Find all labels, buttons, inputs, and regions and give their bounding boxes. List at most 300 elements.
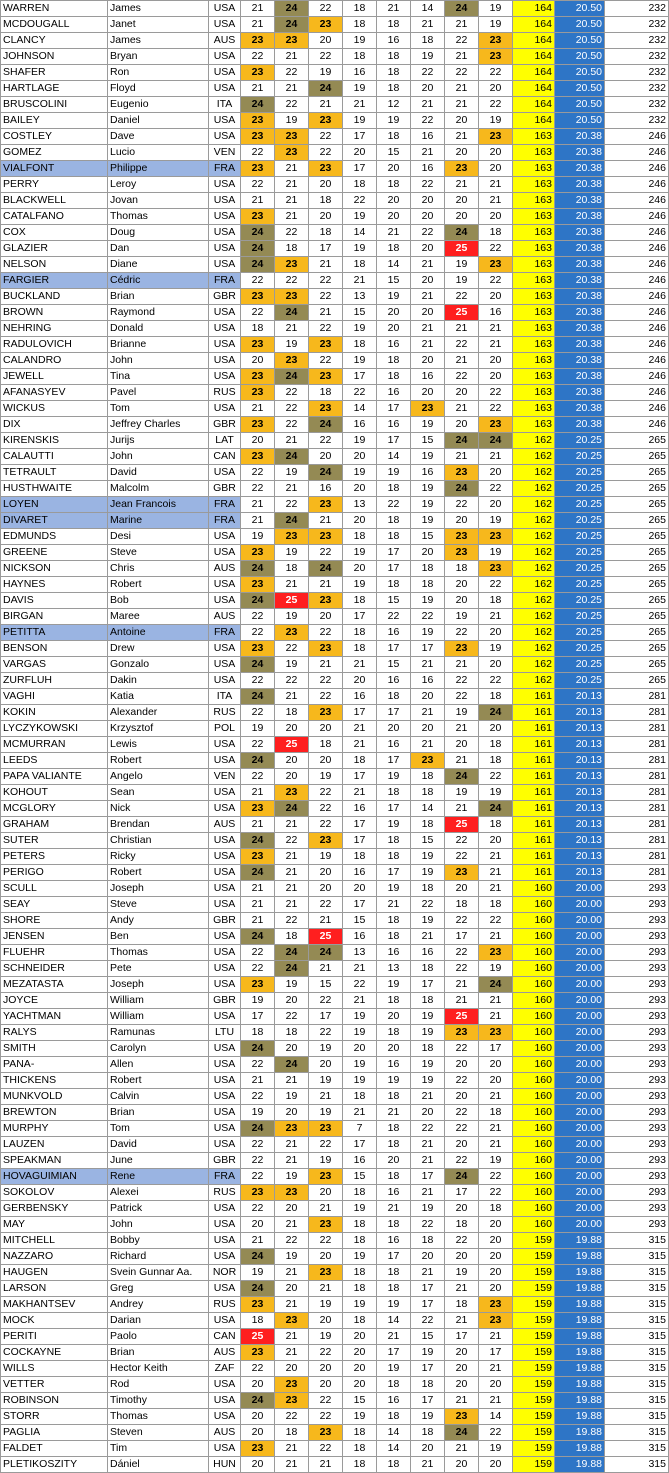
rank-cell: 315 xyxy=(605,1265,669,1281)
total-cell: 162 xyxy=(513,593,555,609)
average-cell: 20.38 xyxy=(555,321,605,337)
total-cell: 159 xyxy=(513,1281,555,1297)
rank-cell: 281 xyxy=(605,721,669,737)
last-name-cell: JENSEN xyxy=(1,929,108,945)
nationality-cell: USA xyxy=(209,81,241,97)
last-name-cell: GREENE xyxy=(1,545,108,561)
score-cell: 12 xyxy=(377,97,411,113)
average-cell: 20.25 xyxy=(555,609,605,625)
last-name-cell: CATALFANO xyxy=(1,209,108,225)
score-cell: 21 xyxy=(343,721,377,737)
table-row xyxy=(1,273,669,289)
nationality-cell: AUS xyxy=(209,1345,241,1361)
table-row xyxy=(1,673,669,689)
total-cell: 164 xyxy=(513,81,555,97)
nationality-cell: ITA xyxy=(209,689,241,705)
score-cell: 18 xyxy=(411,1425,445,1441)
rank-cell: 246 xyxy=(605,321,669,337)
score-cell: 21 xyxy=(275,1137,309,1153)
nationality-cell: VEN xyxy=(209,145,241,161)
score-cell: 22 xyxy=(275,225,309,241)
first-name-cell: Christian xyxy=(108,833,209,849)
table-row xyxy=(1,1425,669,1441)
score-cell: 18 xyxy=(343,625,377,641)
nationality-cell: USA xyxy=(209,897,241,913)
average-cell: 20.38 xyxy=(555,337,605,353)
average-cell: 20.00 xyxy=(555,1153,605,1169)
total-cell: 162 xyxy=(513,433,555,449)
rank-cell: 293 xyxy=(605,1025,669,1041)
score-cell: 15 xyxy=(377,273,411,289)
score-cell: 19 xyxy=(377,977,411,993)
score-cell: 23 xyxy=(275,1121,309,1137)
total-cell: 160 xyxy=(513,977,555,993)
score-cell: 20 xyxy=(343,881,377,897)
table-row xyxy=(1,481,669,497)
score-cell: 17 xyxy=(411,977,445,993)
total-cell: 160 xyxy=(513,1057,555,1073)
average-cell: 20.00 xyxy=(555,897,605,913)
first-name-cell: Doug xyxy=(108,225,209,241)
score-cell: 16 xyxy=(377,33,411,49)
nationality-cell: USA xyxy=(209,1057,241,1073)
table-row xyxy=(1,1297,669,1313)
score-cell: 22 xyxy=(445,833,479,849)
score-cell: 20 xyxy=(377,305,411,321)
score-cell: 23 xyxy=(241,289,275,305)
rank-cell: 293 xyxy=(605,1041,669,1057)
last-name-cell: HAYNES xyxy=(1,577,108,593)
nationality-cell: GBR xyxy=(209,913,241,929)
first-name-cell: Steve xyxy=(108,897,209,913)
score-cell: 24 xyxy=(241,1281,275,1297)
last-name-cell: SHAFER xyxy=(1,65,108,81)
score-cell: 18 xyxy=(343,529,377,545)
score-cell: 24 xyxy=(275,305,309,321)
score-cell: 22 xyxy=(241,673,275,689)
average-cell: 20.38 xyxy=(555,353,605,369)
score-cell: 20 xyxy=(309,177,343,193)
score-cell: 22 xyxy=(309,897,343,913)
score-cell: 21 xyxy=(275,865,309,881)
score-cell: 18 xyxy=(309,225,343,241)
table-row xyxy=(1,33,669,49)
rank-cell: 246 xyxy=(605,241,669,257)
average-cell: 20.00 xyxy=(555,1089,605,1105)
rank-cell: 293 xyxy=(605,913,669,929)
first-name-cell: Tina xyxy=(108,369,209,385)
first-name-cell: Joseph xyxy=(108,881,209,897)
score-cell: 22 xyxy=(479,673,513,689)
score-cell: 24 xyxy=(479,977,513,993)
score-cell: 23 xyxy=(309,1265,343,1281)
first-name-cell: Floyd xyxy=(108,81,209,97)
score-cell: 23 xyxy=(309,113,343,129)
rank-cell: 265 xyxy=(605,577,669,593)
rank-cell: 232 xyxy=(605,65,669,81)
score-cell: 14 xyxy=(479,1409,513,1425)
rank-cell: 246 xyxy=(605,289,669,305)
nationality-cell: USA xyxy=(209,1249,241,1265)
rank-cell: 265 xyxy=(605,609,669,625)
score-cell: 15 xyxy=(309,977,343,993)
score-cell: 21 xyxy=(445,321,479,337)
table-row xyxy=(1,1249,669,1265)
score-cell: 21 xyxy=(445,1313,479,1329)
nationality-cell: GBR xyxy=(209,481,241,497)
score-cell: 17 xyxy=(377,1249,411,1265)
score-cell: 15 xyxy=(411,833,445,849)
average-cell: 20.00 xyxy=(555,1169,605,1185)
score-cell: 21 xyxy=(275,1441,309,1457)
nationality-cell: RUS xyxy=(209,385,241,401)
rank-cell: 265 xyxy=(605,657,669,673)
last-name-cell: HAUGEN xyxy=(1,1265,108,1281)
score-cell: 23 xyxy=(309,1217,343,1233)
score-cell: 19 xyxy=(275,609,309,625)
score-cell: 17 xyxy=(411,641,445,657)
nationality-cell: USA xyxy=(209,241,241,257)
score-cell: 19 xyxy=(241,1265,275,1281)
score-cell: 17 xyxy=(411,1393,445,1409)
table-row xyxy=(1,1089,669,1105)
score-cell: 20 xyxy=(479,369,513,385)
average-cell: 20.25 xyxy=(555,657,605,673)
score-cell: 16 xyxy=(377,625,411,641)
score-cell: 19 xyxy=(479,641,513,657)
total-cell: 162 xyxy=(513,481,555,497)
average-cell: 20.38 xyxy=(555,129,605,145)
nationality-cell: CAN xyxy=(209,449,241,465)
score-cell: 21 xyxy=(275,1329,309,1345)
nationality-cell: USA xyxy=(209,1089,241,1105)
score-cell: 19 xyxy=(309,1329,343,1345)
score-cell: 18 xyxy=(479,1105,513,1121)
score-cell: 20 xyxy=(479,161,513,177)
score-cell: 18 xyxy=(411,33,445,49)
score-cell: 20 xyxy=(445,737,479,753)
score-cell: 23 xyxy=(241,1297,275,1313)
score-cell: 22 xyxy=(411,897,445,913)
table-row xyxy=(1,145,669,161)
score-cell: 18 xyxy=(343,1457,377,1473)
first-name-cell: Maree xyxy=(108,609,209,625)
average-cell: 20.50 xyxy=(555,33,605,49)
total-cell: 161 xyxy=(513,689,555,705)
total-cell: 163 xyxy=(513,385,555,401)
total-cell: 161 xyxy=(513,849,555,865)
score-cell: 22 xyxy=(445,289,479,305)
last-name-cell: SMITH xyxy=(1,1041,108,1057)
score-cell: 20 xyxy=(309,721,343,737)
score-cell: 22 xyxy=(309,1393,343,1409)
total-cell: 160 xyxy=(513,929,555,945)
score-cell: 22 xyxy=(445,33,479,49)
score-cell: 22 xyxy=(309,49,343,65)
score-cell: 21 xyxy=(445,721,479,737)
last-name-cell: JOYCE xyxy=(1,993,108,1009)
average-cell: 20.00 xyxy=(555,1105,605,1121)
score-cell: 23 xyxy=(241,65,275,81)
score-cell: 17 xyxy=(309,1009,343,1025)
nationality-cell: GBR xyxy=(209,417,241,433)
score-cell: 21 xyxy=(445,753,479,769)
nationality-cell: USA xyxy=(209,1393,241,1409)
score-cell: 17 xyxy=(479,1345,513,1361)
last-name-cell: KOKIN xyxy=(1,705,108,721)
score-cell: 22 xyxy=(479,481,513,497)
score-cell: 21 xyxy=(479,337,513,353)
table-row xyxy=(1,913,669,929)
average-cell: 20.13 xyxy=(555,833,605,849)
score-cell: 20 xyxy=(309,609,343,625)
score-cell: 22 xyxy=(275,417,309,433)
first-name-cell: June xyxy=(108,1153,209,1169)
score-cell: 20 xyxy=(241,1217,275,1233)
score-cell: 19 xyxy=(377,1073,411,1089)
score-cell: 16 xyxy=(343,929,377,945)
score-cell: 23 xyxy=(479,1025,513,1041)
score-cell: 23 xyxy=(241,977,275,993)
score-cell: 19 xyxy=(343,465,377,481)
score-cell: 23 xyxy=(241,417,275,433)
score-cell: 22 xyxy=(445,1105,479,1121)
score-cell: 19 xyxy=(377,881,411,897)
table-row xyxy=(1,177,669,193)
score-cell: 20 xyxy=(479,209,513,225)
score-cell: 22 xyxy=(309,545,343,561)
rank-cell: 281 xyxy=(605,785,669,801)
total-cell: 162 xyxy=(513,561,555,577)
score-cell: 22 xyxy=(275,497,309,513)
score-cell: 19 xyxy=(411,913,445,929)
score-cell: 20 xyxy=(343,1377,377,1393)
table-row xyxy=(1,433,669,449)
score-cell: 21 xyxy=(241,401,275,417)
score-cell: 24 xyxy=(275,513,309,529)
average-cell: 20.00 xyxy=(555,1073,605,1089)
average-cell: 20.38 xyxy=(555,257,605,273)
score-cell: 19 xyxy=(411,417,445,433)
nationality-cell: USA xyxy=(209,1313,241,1329)
score-cell: 19 xyxy=(309,65,343,81)
score-cell: 21 xyxy=(309,97,343,113)
first-name-cell: David xyxy=(108,465,209,481)
total-cell: 161 xyxy=(513,801,555,817)
nationality-cell: AUS xyxy=(209,609,241,625)
rank-cell: 265 xyxy=(605,545,669,561)
score-cell: 18 xyxy=(343,337,377,353)
total-cell: 159 xyxy=(513,1249,555,1265)
score-cell: 20 xyxy=(343,561,377,577)
last-name-cell: LOYEN xyxy=(1,497,108,513)
score-cell: 21 xyxy=(479,1393,513,1409)
score-cell: 18 xyxy=(343,49,377,65)
score-cell: 23 xyxy=(275,529,309,545)
score-cell: 17 xyxy=(343,129,377,145)
last-name-cell: VIALFONT xyxy=(1,161,108,177)
score-cell: 18 xyxy=(377,913,411,929)
table-row xyxy=(1,625,669,641)
average-cell: 20.25 xyxy=(555,465,605,481)
nationality-cell: USA xyxy=(209,177,241,193)
score-cell: 22 xyxy=(479,65,513,81)
score-cell: 23 xyxy=(479,49,513,65)
score-cell: 17 xyxy=(377,545,411,561)
score-cell: 15 xyxy=(377,145,411,161)
score-cell: 23 xyxy=(241,801,275,817)
last-name-cell: BRUSCOLINI xyxy=(1,97,108,113)
last-name-cell: COX xyxy=(1,225,108,241)
first-name-cell: Calvin xyxy=(108,1089,209,1105)
score-cell: 19 xyxy=(343,1249,377,1265)
nationality-cell: USA xyxy=(209,577,241,593)
rank-cell: 293 xyxy=(605,881,669,897)
average-cell: 20.00 xyxy=(555,993,605,1009)
total-cell: 161 xyxy=(513,705,555,721)
score-cell: 17 xyxy=(343,769,377,785)
score-cell: 18 xyxy=(309,385,343,401)
score-cell: 19 xyxy=(343,577,377,593)
average-cell: 20.38 xyxy=(555,385,605,401)
score-cell: 20 xyxy=(309,1249,343,1265)
score-cell: 21 xyxy=(479,177,513,193)
total-cell: 163 xyxy=(513,289,555,305)
score-cell: 20 xyxy=(479,1073,513,1089)
score-cell: 21 xyxy=(377,1329,411,1345)
score-cell: 22 xyxy=(445,337,479,353)
score-cell: 20 xyxy=(343,1345,377,1361)
table-row xyxy=(1,753,669,769)
total-cell: 163 xyxy=(513,129,555,145)
total-cell: 160 xyxy=(513,913,555,929)
table-row xyxy=(1,577,669,593)
table-row xyxy=(1,833,669,849)
score-cell: 21 xyxy=(309,913,343,929)
score-cell: 18 xyxy=(411,881,445,897)
score-cell: 21 xyxy=(275,177,309,193)
average-cell: 20.38 xyxy=(555,193,605,209)
average-cell: 20.25 xyxy=(555,545,605,561)
score-cell: 16 xyxy=(411,369,445,385)
score-cell: 22 xyxy=(275,273,309,289)
score-cell: 18 xyxy=(377,1089,411,1105)
score-cell: 24 xyxy=(309,417,343,433)
average-cell: 20.38 xyxy=(555,225,605,241)
score-cell: 16 xyxy=(411,673,445,689)
results-table-body xyxy=(1,1,669,1473)
score-cell: 25 xyxy=(241,1329,275,1345)
score-cell: 22 xyxy=(309,433,343,449)
nationality-cell: USA xyxy=(209,945,241,961)
score-cell: 24 xyxy=(241,97,275,113)
score-cell: 15 xyxy=(343,305,377,321)
last-name-cell: CALANDRO xyxy=(1,353,108,369)
score-cell: 19 xyxy=(377,817,411,833)
table-row xyxy=(1,1025,669,1041)
score-cell: 20 xyxy=(411,721,445,737)
table-row xyxy=(1,81,669,97)
score-cell: 21 xyxy=(445,129,479,145)
first-name-cell: Nick xyxy=(108,801,209,817)
score-cell: 22 xyxy=(309,145,343,161)
rank-cell: 232 xyxy=(605,17,669,33)
last-name-cell: ROBINSON xyxy=(1,1393,108,1409)
nationality-cell: USA xyxy=(209,865,241,881)
first-name-cell: Drew xyxy=(108,641,209,657)
score-cell: 14 xyxy=(411,801,445,817)
nationality-cell: RUS xyxy=(209,1185,241,1201)
first-name-cell: Katia xyxy=(108,689,209,705)
first-name-cell: Chris xyxy=(108,561,209,577)
score-cell: 18 xyxy=(377,689,411,705)
score-cell: 20 xyxy=(411,241,445,257)
rank-cell: 281 xyxy=(605,817,669,833)
rank-cell: 246 xyxy=(605,369,669,385)
score-cell: 22 xyxy=(479,1185,513,1201)
score-cell: 22 xyxy=(445,913,479,929)
last-name-cell: SCHNEIDER xyxy=(1,961,108,977)
score-cell: 18 xyxy=(377,1457,411,1473)
first-name-cell: Robert xyxy=(108,577,209,593)
score-cell: 21 xyxy=(445,17,479,33)
nationality-cell: USA xyxy=(209,1233,241,1249)
score-cell: 20 xyxy=(479,289,513,305)
table-row xyxy=(1,161,669,177)
score-cell: 23 xyxy=(241,641,275,657)
nationality-cell: LAT xyxy=(209,433,241,449)
rank-cell: 232 xyxy=(605,33,669,49)
score-cell: 20 xyxy=(479,625,513,641)
total-cell: 162 xyxy=(513,497,555,513)
score-cell: 23 xyxy=(411,401,445,417)
score-cell: 23 xyxy=(241,161,275,177)
score-cell: 21 xyxy=(479,865,513,881)
nationality-cell: USA xyxy=(209,1073,241,1089)
score-cell: 22 xyxy=(241,945,275,961)
score-cell: 21 xyxy=(275,321,309,337)
average-cell: 20.00 xyxy=(555,1025,605,1041)
table-row xyxy=(1,945,669,961)
average-cell: 20.25 xyxy=(555,449,605,465)
score-cell: 19 xyxy=(411,1345,445,1361)
score-cell: 21 xyxy=(343,785,377,801)
score-cell: 19 xyxy=(343,1409,377,1425)
nationality-cell: AUS xyxy=(209,561,241,577)
rank-cell: 265 xyxy=(605,433,669,449)
score-cell: 22 xyxy=(275,1009,309,1025)
table-row xyxy=(1,1169,669,1185)
rank-cell: 246 xyxy=(605,161,669,177)
score-cell: 20 xyxy=(241,1457,275,1473)
first-name-cell: Svein Gunnar Aa. xyxy=(108,1265,209,1281)
score-cell: 20 xyxy=(275,1361,309,1377)
score-cell: 25 xyxy=(445,241,479,257)
nationality-cell: USA xyxy=(209,337,241,353)
score-cell: 19 xyxy=(411,497,445,513)
last-name-cell: DIVARET xyxy=(1,513,108,529)
score-cell: 14 xyxy=(377,449,411,465)
score-cell: 20 xyxy=(445,1057,479,1073)
first-name-cell: John xyxy=(108,1217,209,1233)
score-cell: 23 xyxy=(275,785,309,801)
table-row xyxy=(1,1041,669,1057)
score-cell: 24 xyxy=(275,801,309,817)
average-cell: 20.25 xyxy=(555,561,605,577)
score-cell: 20 xyxy=(479,1249,513,1265)
nationality-cell: USA xyxy=(209,1409,241,1425)
table-row xyxy=(1,17,669,33)
